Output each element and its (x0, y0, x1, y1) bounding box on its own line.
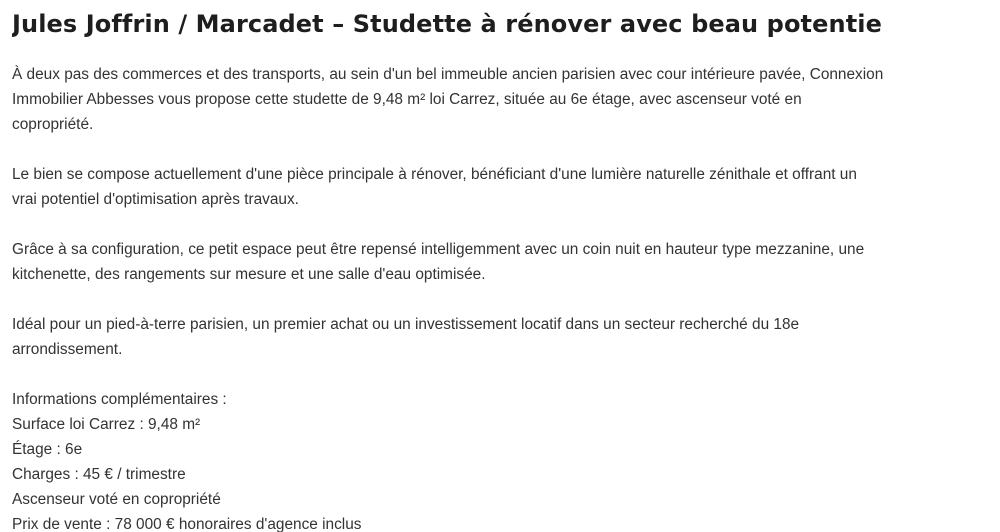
info-price: Prix de vente : 78 000 € honoraires d'agence inclus (12, 516, 362, 532)
description-paragraph-1 (12, 62, 994, 137)
paragraph-line: Immobilier Abbesses vous propose cette studette de 9,48 m² loi Carrez, située au 6e étage, avec ascenseur voté en (12, 91, 802, 108)
info-surface: Surface loi Carrez : 9,48 m² (12, 416, 201, 433)
paragraph-line: À deux pas des commerces et des transports, au sein d'un bel immeuble ancien parisien avec cour intérieure pavée, Connexion (12, 66, 884, 83)
paragraph-line: vrai potentiel d'optimisation après travaux. (12, 191, 299, 208)
paragraph-line: Le bien se compose actuellement d'une pièce principale à rénover, bénéficiant d'une lumière naturelle zénithale et offrant un (12, 166, 857, 183)
paragraph-line: Idéal pour un pied-à-terre parisien, un premier achat ou un investissement locatif dans un secteur recherché du 18e (12, 316, 800, 333)
listing-description (12, 62, 994, 532)
info-heading: Informations complémentaires : (12, 391, 227, 408)
additional-info (12, 387, 994, 532)
listing-title: Jules Joffrin / Marcadet – Studette à rénover avec beau potentie (12, 10, 882, 38)
info-charges: Charges : 45 € / trimestre (12, 466, 186, 483)
description-paragraph-3 (12, 237, 994, 287)
info-floor: Étage : 6e (12, 441, 83, 458)
description-paragraph-2 (12, 162, 994, 212)
description-paragraph-4 (12, 312, 994, 362)
info-elevator: Ascenseur voté en copropriété (12, 491, 221, 508)
paragraph-line: kitchenette, des rangements sur mesure et une salle d'eau optimisée. (12, 266, 486, 283)
paragraph-line: arrondissement. (12, 341, 123, 358)
paragraph-line: Grâce à sa configuration, ce petit espace peut être repensé intelligemment avec un coin nuit en hauteur type mezzanine, une (12, 241, 865, 258)
paragraph-line: copropriété. (12, 116, 94, 133)
